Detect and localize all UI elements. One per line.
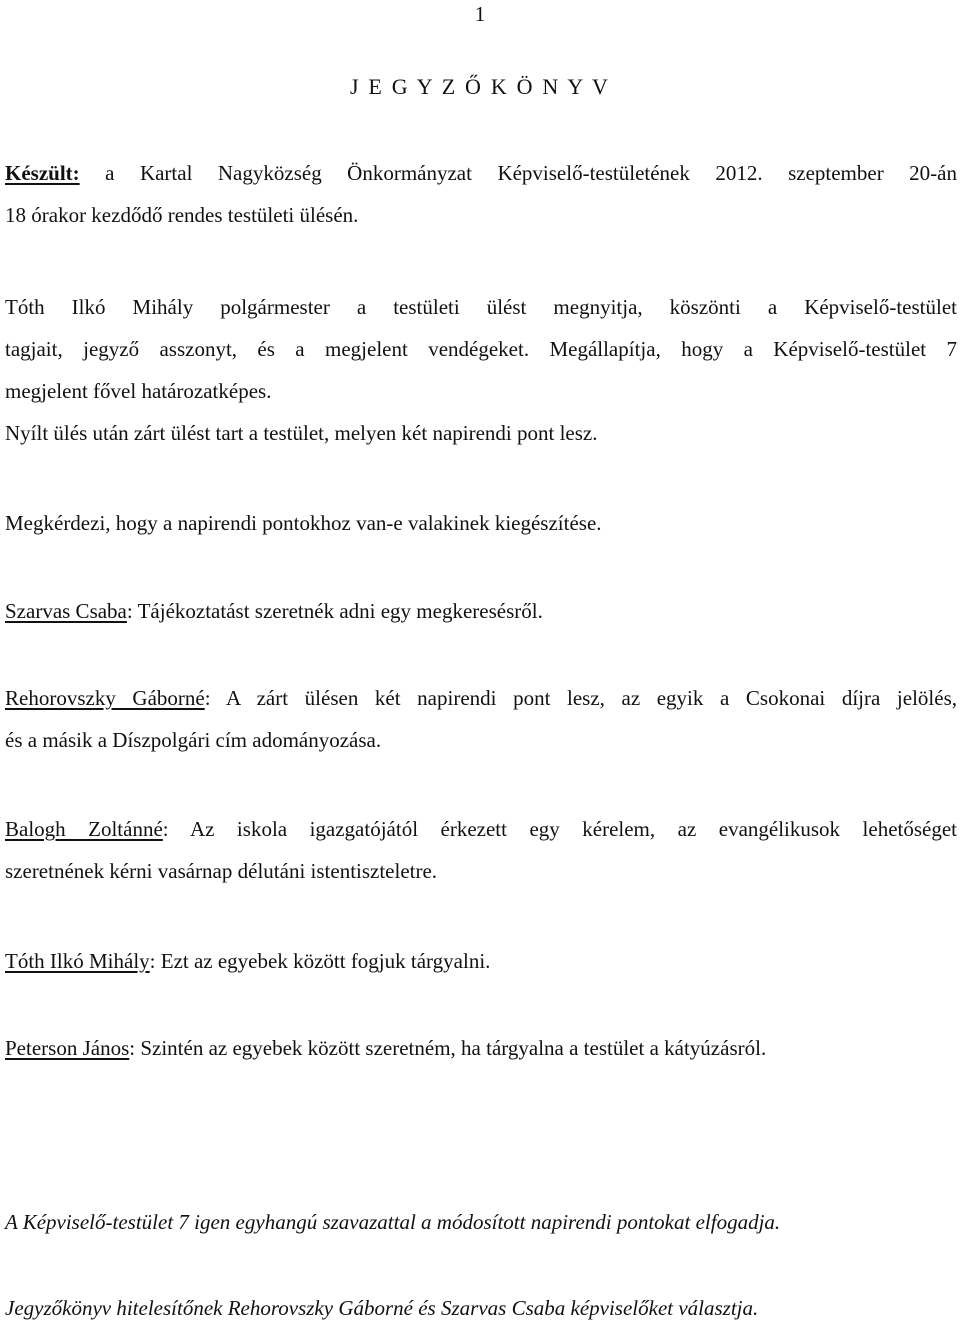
statement-text: : Az iskola igazgatójától érkezett egy kérelem, az evangélikusok lehetőséget [162,817,957,841]
opening-line-4: Nyílt ülés után zárt ülést tart a testület, melyen két napirendi pont lesz. [5,421,598,445]
intro-line-2: 18 órakor kezdődő rendes testületi ülésén. [5,203,359,227]
statement-text: : Ezt az egyebek között fogjuk tárgyalni. [149,949,491,973]
page-number: 1 [474,2,486,26]
statement-peterson [5,1027,957,1069]
resolution-agenda [5,1201,957,1243]
statement-line-2: és a másik a Díszpolgári cím adományozása. [5,728,382,752]
resolution-text: A Képviselő-testület 7 igen egyhangú szavazattal a módosított napirendi pontokat elfogadja. [5,1210,781,1234]
statement-rehorovszky [5,677,957,761]
speaker-name: Szarvas Csaba [5,599,127,623]
document-title: J E G Y Z Ő K Ö N Y V [349,74,611,99]
statement-balogh [5,808,957,892]
statement-line-1 [5,808,957,850]
speaker-name: Balogh Zoltánné [5,817,163,841]
opening-line-3: megjelent fővel határozatképes. [5,379,272,403]
intro-label: Készült: [5,161,80,185]
resolution-text: Jegyzőkönyv hitelesítőnek Rehorovszky Gáborné és Szarvas Csaba képviselőket választja. [5,1296,759,1320]
opening-paragraph [5,286,957,454]
statement-line-1 [5,940,957,982]
statement-text: : Szintén az egyebek között szeretném, ha tárgyalna a testület a kátyúzásról. [129,1036,767,1060]
statement-text: : Tájékoztatást szeretnék adni egy megkeresésről. [126,599,543,623]
question-line: Megkérdezi, hogy a napirendi pontokhoz van-e valakinek kiegészítése. [5,511,602,535]
intro-line-1 [5,152,957,194]
opening-line-1: Tóth Ilkó Mihály polgármester a testületi ülést megnyitja, köszönti a Képviselő-testület [5,295,957,319]
speaker-name: Rehorovszky Gáborné [5,686,205,710]
opening-line-2: tagjait, jegyző asszonyt, és a megjelent vendégeket. Megállapítja, hogy a Képviselő-testület 7 [5,337,957,361]
question-paragraph [5,502,957,544]
statement-szarvas [5,590,957,632]
intro-line-1-text: a Kartal Nagyközség Önkormányzat Képviselő-testületének 2012. szeptember 20-án [79,161,957,185]
statement-toth [5,940,957,982]
intro-paragraph [5,152,957,236]
speaker-name: Tóth Ilkó Mihály [5,949,150,973]
statement-line-1 [5,677,957,719]
statement-line-2: szeretnének kérni vasárnap délutáni istentiszteletre. [5,859,438,883]
resolution-authenticators [5,1287,957,1329]
statement-line-1 [5,590,957,632]
speaker-name: Peterson János [5,1036,130,1060]
statement-line-1 [5,1027,957,1069]
statement-text: : A zárt ülésen két napirendi pont lesz, az egyik a Csokonai díjra jelölés, [204,686,957,710]
